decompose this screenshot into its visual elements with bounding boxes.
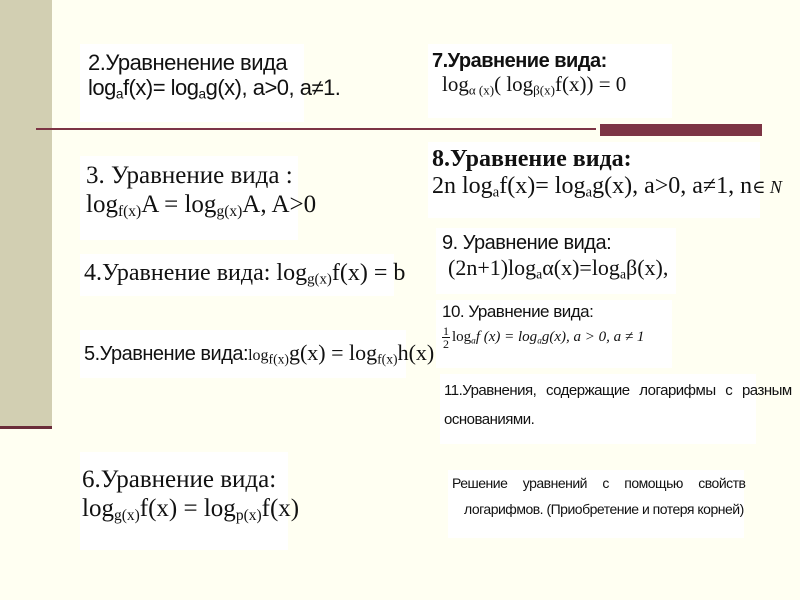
slide-side-bar xyxy=(0,0,52,426)
equation-type-2-heading: 2.Уравненение вида xyxy=(88,50,288,75)
equation-type-10-heading: 10. Уравнение вида: xyxy=(442,302,594,321)
equation-type-5-text: 5.Уравнение $вида:\log_{f(x)}g(x) = \log_{f(x)}h(x)$ xyxy=(84,340,435,367)
fraction-one-half: $\frac{1}{2}$ xyxy=(443,324,449,352)
equation-type-6-heading: 6.Уравнение вида: xyxy=(82,466,277,493)
title-divider-line xyxy=(36,128,596,130)
equation-type-10 xyxy=(436,300,672,368)
equation-type-10-formula: $\frac{1}{2}$ $\log_af$ $(x) = \log_ag(x)$, a > 0, a ≠ 1 xyxy=(443,324,645,352)
equation-type-4-text: 4.Уравнение вида: $\log_{g(x)}f(x) = b$ xyxy=(84,260,406,288)
equation-type-8-formula: 2n $\log_af(x)= \log_ag(x)$, a>0, a≠1, n∈ N xyxy=(432,173,782,202)
equation-type-3-formula: $\log_{f(x)}A = \log_{g(x)}A$, A>0 xyxy=(86,190,317,220)
equation-type-3-heading: 3. Уравнение вида : xyxy=(86,162,293,189)
equation-type-8-heading: 8.Уравнение вида: xyxy=(432,146,632,172)
solution-methods-line1: Решение уравнений с помощью свойств xyxy=(452,475,746,491)
solution-methods-line2: логарифмов. (Приобретение и потеря корней) xyxy=(464,500,744,517)
solution-methods-note xyxy=(448,470,744,538)
equation-type-5 xyxy=(80,330,435,378)
equation-type-11 xyxy=(440,374,792,444)
divider-accent-block xyxy=(600,124,762,136)
equation-type-9 xyxy=(436,228,676,294)
equation-type-11-line2: основаниями. xyxy=(444,411,535,429)
equation-type-2 xyxy=(80,44,341,122)
equation-type-7-heading: 7.Уравнение вида: xyxy=(432,50,607,72)
equation-type-7 xyxy=(428,44,672,118)
equation-type-6 xyxy=(80,452,300,550)
equation-type-9-formula: $(2n+1)\log_a\alpha(x)=\log_a\beta(x)$, xyxy=(448,254,669,282)
equation-type-3 xyxy=(80,156,317,240)
equation-type-11-line1: 11.Уравнения, содержащие логарифмы с разным xyxy=(444,382,792,399)
equation-type-6-formula: $\log_{g(x)}f(x) = \log_{p(x)}f(x)$ xyxy=(82,494,300,524)
equation-type-7-formula: $\log_{\alpha (x)}$( $\log_{\beta(x)}f(x)) = 0$ xyxy=(442,71,627,98)
equation-type-8 xyxy=(428,142,782,218)
equation-type-2-formula: $\log_af(x)= \log_ag(x)$, a>0, a≠1. xyxy=(88,75,341,102)
equation-type-9-heading: 9. Уравнение вида: xyxy=(442,232,612,254)
side-bar-edge xyxy=(0,426,52,429)
equation-type-4 xyxy=(80,254,406,296)
